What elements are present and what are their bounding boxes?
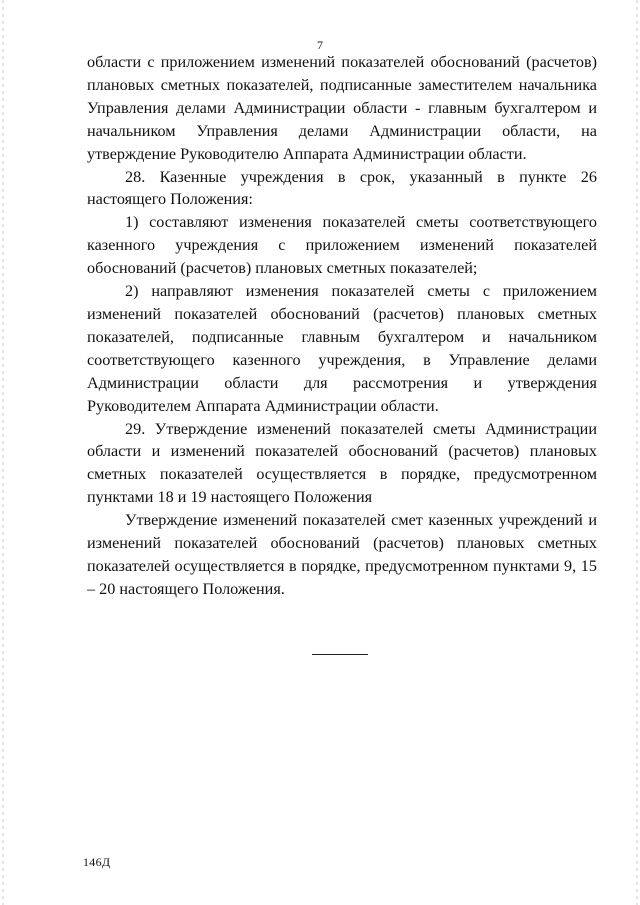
paragraph-item-28: 28. Казенные учреждения в срок, указанный в пункте 26 настоящего Положения: (87, 167, 597, 209)
paragraph-subitem-2: 2) направляют изменения показателей сметы с приложением изменений показателей обоснований (расчетов) плановых сметных показателей, подписанные главным бухгалтером и начальником соответствующего казенного учреждения, в Управление делами Администрации области для рассмотрения и утверждения Руководителем Аппарата Администрации области. (87, 282, 597, 415)
document-body (87, 51, 597, 601)
page-number: 7 (317, 38, 323, 52)
scan-edge-left (2, 0, 4, 905)
end-divider-line (312, 654, 368, 655)
document-code: 146Д (83, 855, 111, 869)
paragraph-subitem-1: 1) составляют изменения показателей сметы соответствующего казенного учреждения с приложением изменений показателей обоснований (расчетов) плановых сметных показателей; (87, 213, 597, 278)
paragraph-item-29: 29. Утверждение изменений показателей сметы Администрации области и изменений показателей обоснований (расчетов) плановых сметных показателей осуществляется в порядке, предусмотренном пунктами 18 и 19 настоящего Положения (87, 419, 597, 507)
scan-edge-right (636, 0, 638, 905)
paragraph-continuation: области с приложением изменений показателей обоснований (расчетов) плановых сметных показателей, подписанные заместителем начальника Управления делами Администрации области - главным бухгалтером и начальником Управления делами Администрации области, на утверждение Руководителю Аппарата Администрации области. (87, 53, 597, 163)
paragraph-approval: Утверждение изменений показателей смет казенных учреждений и изменений показателей обоснований (расчетов) плановых сметных показателей осуществляется в порядке, предусмотренном пунктами 9, 15 – 20 настоящего Положения. (87, 511, 597, 598)
